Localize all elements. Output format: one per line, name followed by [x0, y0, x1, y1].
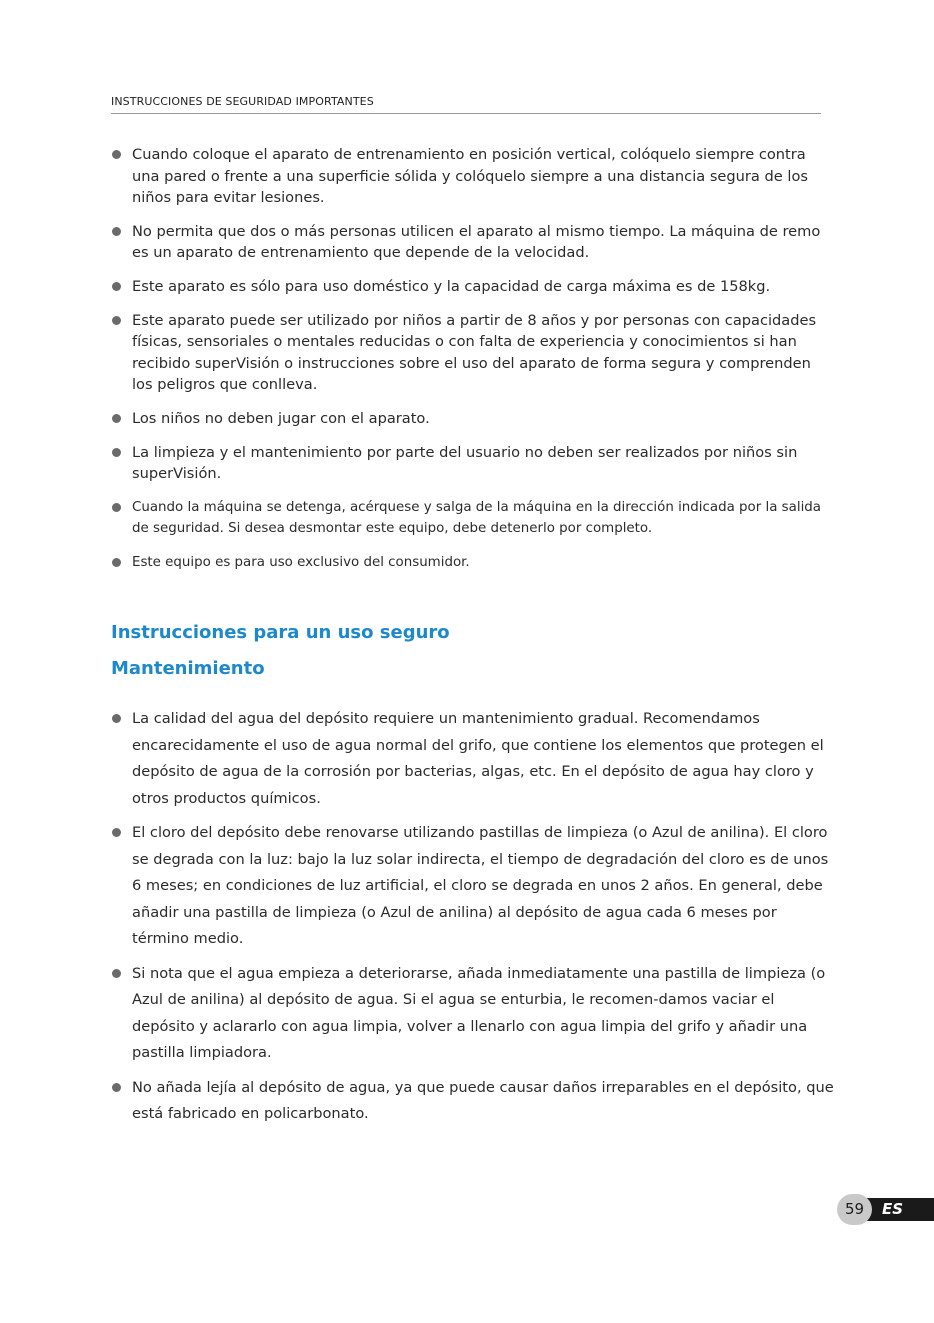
page-footer — [837, 1194, 934, 1225]
section-heading-safe-use: Instrucciones para un uso seguro — [111, 622, 450, 643]
section-heading-maintenance: Mantenimiento — [111, 658, 265, 679]
language-tab: ES — [855, 1198, 934, 1221]
maintenance-list — [111, 706, 835, 1136]
page-number-badge: 59 — [837, 1194, 872, 1225]
running-header: INSTRUCCIONES DE SEGURIDAD IMPORTANTES — [111, 95, 821, 114]
list-item: El cloro del depósito debe renovarse utilizando pastillas de limpieza (o Azul de anilina). El cloro se degrada con la luz: bajo la luz solar indirecta, el tiempo de degradación del cloro es de unos 6 meses; en condiciones de luz artificial, el cloro se degrada en unos 2 años. En general, debe añadir una pastilla de limpieza (o Azul de anilina) al depósito de agua cada 6 meses por término medio. — [111, 820, 835, 953]
list-item: Este aparato es sólo para uso doméstico y la capacidad de carga máxima es de 158kg. — [111, 276, 835, 298]
safety-instructions-list — [111, 144, 835, 586]
list-item: Si nota que el agua empieza a deteriorarse, añada inmediatamente una pastilla de limpieza (o Azul de anilina) al depósito de agua. Si el agua se enturbia, le recomen-damos vaciar el depósito y aclararlo con agua limpia, volver a llenarlo con agua limpia del grifo y añadir una pastilla limpiadora. — [111, 961, 835, 1067]
list-item: No añada lejía al depósito de agua, ya que puede causar daños irreparables en el depósito, que está fabricado en policarbonato. — [111, 1075, 835, 1128]
list-item: La limpieza y el mantenimiento por parte del usuario no deben ser realizados por niños sin superVisión. — [111, 442, 835, 485]
list-item: Cuando la máquina se detenga, acérquese y salga de la máquina en la dirección indicada por la salida de seguridad. Si desea desmontar este equipo, debe detenerlo por completo. — [111, 497, 835, 540]
list-item: No permita que dos o más personas utilicen el aparato al mismo tiempo. La máquina de remo es un aparato de entrenamiento que depende de la velocidad. — [111, 221, 835, 264]
list-item: Este equipo es para uso exclusivo del consumidor. — [111, 552, 835, 574]
list-item: Cuando coloque el aparato de entrenamiento en posición vertical, colóquelo siempre contra una pared o frente a una superficie sólida y colóquelo siempre a una distancia segura de los niños para evitar lesiones. — [111, 144, 835, 209]
list-item: La calidad del agua del depósito requiere un mantenimiento gradual. Recomendamos encarecidamente el uso de agua normal del grifo, que contiene los elementos que protegen el depósito de agua de la corrosión por bacterias, algas, etc. En el depósito de agua hay cloro y otros productos químicos. — [111, 706, 835, 812]
list-item: Este aparato puede ser utilizado por niños a partir de 8 años y por personas con capacidades físicas, sensoriales o mentales reducidas o con falta de experiencia y conocimientos si han recibido superVisión o instrucciones sobre el uso del aparato de forma segura y comprenden los peligros que conlleva. — [111, 310, 835, 396]
list-item: Los niños no deben jugar con el aparato. — [111, 408, 835, 430]
